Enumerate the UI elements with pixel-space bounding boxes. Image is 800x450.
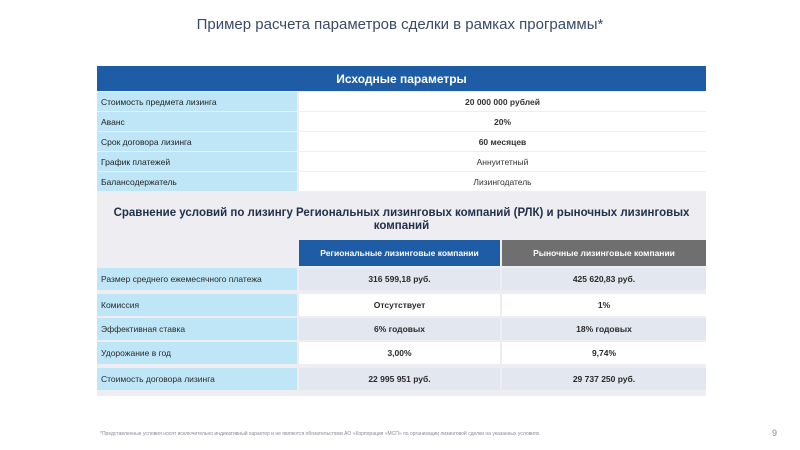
page-title: Пример расчета параметров сделки в рамках программы*	[196, 16, 604, 33]
table-row	[97, 172, 706, 191]
row-value: 60 месяцев	[299, 132, 706, 151]
regional-value: 316 599,18 руб.	[299, 268, 500, 290]
market-value: 9,74%	[502, 342, 706, 364]
table-row	[97, 268, 706, 290]
row-label: Комиссия	[97, 294, 297, 316]
market-value: 18% годовых	[502, 318, 706, 340]
regional-value: 22 995 951 руб.	[299, 368, 500, 390]
comparison-title: Сравнение условий по лизингу Региональных лизинговых компаний (РЛК) и рыночных лизинговых компаний	[113, 207, 690, 232]
regional-value: Отсутствует	[299, 294, 500, 316]
table-row	[97, 294, 706, 316]
row-label: Аванс	[97, 112, 297, 131]
footnote: *Представленные условия носят исключительно индикативный характер и не являются обязательством АО «Корпорация «МСП» по организации лизинговой сделки на указанных условиях.	[100, 431, 541, 437]
regional-value: 3,00%	[299, 342, 500, 364]
row-label: Балансодержатель	[97, 172, 297, 191]
row-value: 20 000 000 рублей	[299, 92, 706, 111]
table-row	[97, 342, 706, 364]
column-header-market: Рыночные лизинговые компании	[502, 240, 706, 266]
table-row	[97, 368, 706, 390]
regional-value: 6% годовых	[299, 318, 500, 340]
row-label: Эффективная ставка	[97, 318, 297, 340]
page-number: 9	[772, 428, 778, 438]
table-row	[97, 92, 706, 111]
table-row	[97, 132, 706, 151]
row-value: Аннуитетный	[299, 152, 706, 171]
market-value: 29 737 250 руб.	[502, 368, 706, 390]
row-label: Срок договора лизинга	[97, 132, 297, 151]
column-header-regional: Региональные лизинговые компании	[299, 240, 500, 266]
market-value: 1%	[502, 294, 706, 316]
row-label: График платежей	[97, 152, 297, 171]
row-label: Размер среднего ежемесячного платежа	[97, 268, 297, 290]
row-label: Стоимость предмета лизинга	[97, 92, 297, 111]
row-value: 20%	[299, 112, 706, 131]
source-params-header: Исходные параметры	[97, 66, 706, 91]
row-value: Лизингодатель	[299, 172, 706, 191]
row-label: Удорожание в год	[97, 342, 297, 364]
table-row	[97, 152, 706, 171]
table-row	[97, 318, 706, 340]
table-row	[97, 112, 706, 131]
market-value: 425 620,83 руб.	[502, 268, 706, 290]
row-label: Стоимость договора лизинга	[97, 368, 297, 390]
